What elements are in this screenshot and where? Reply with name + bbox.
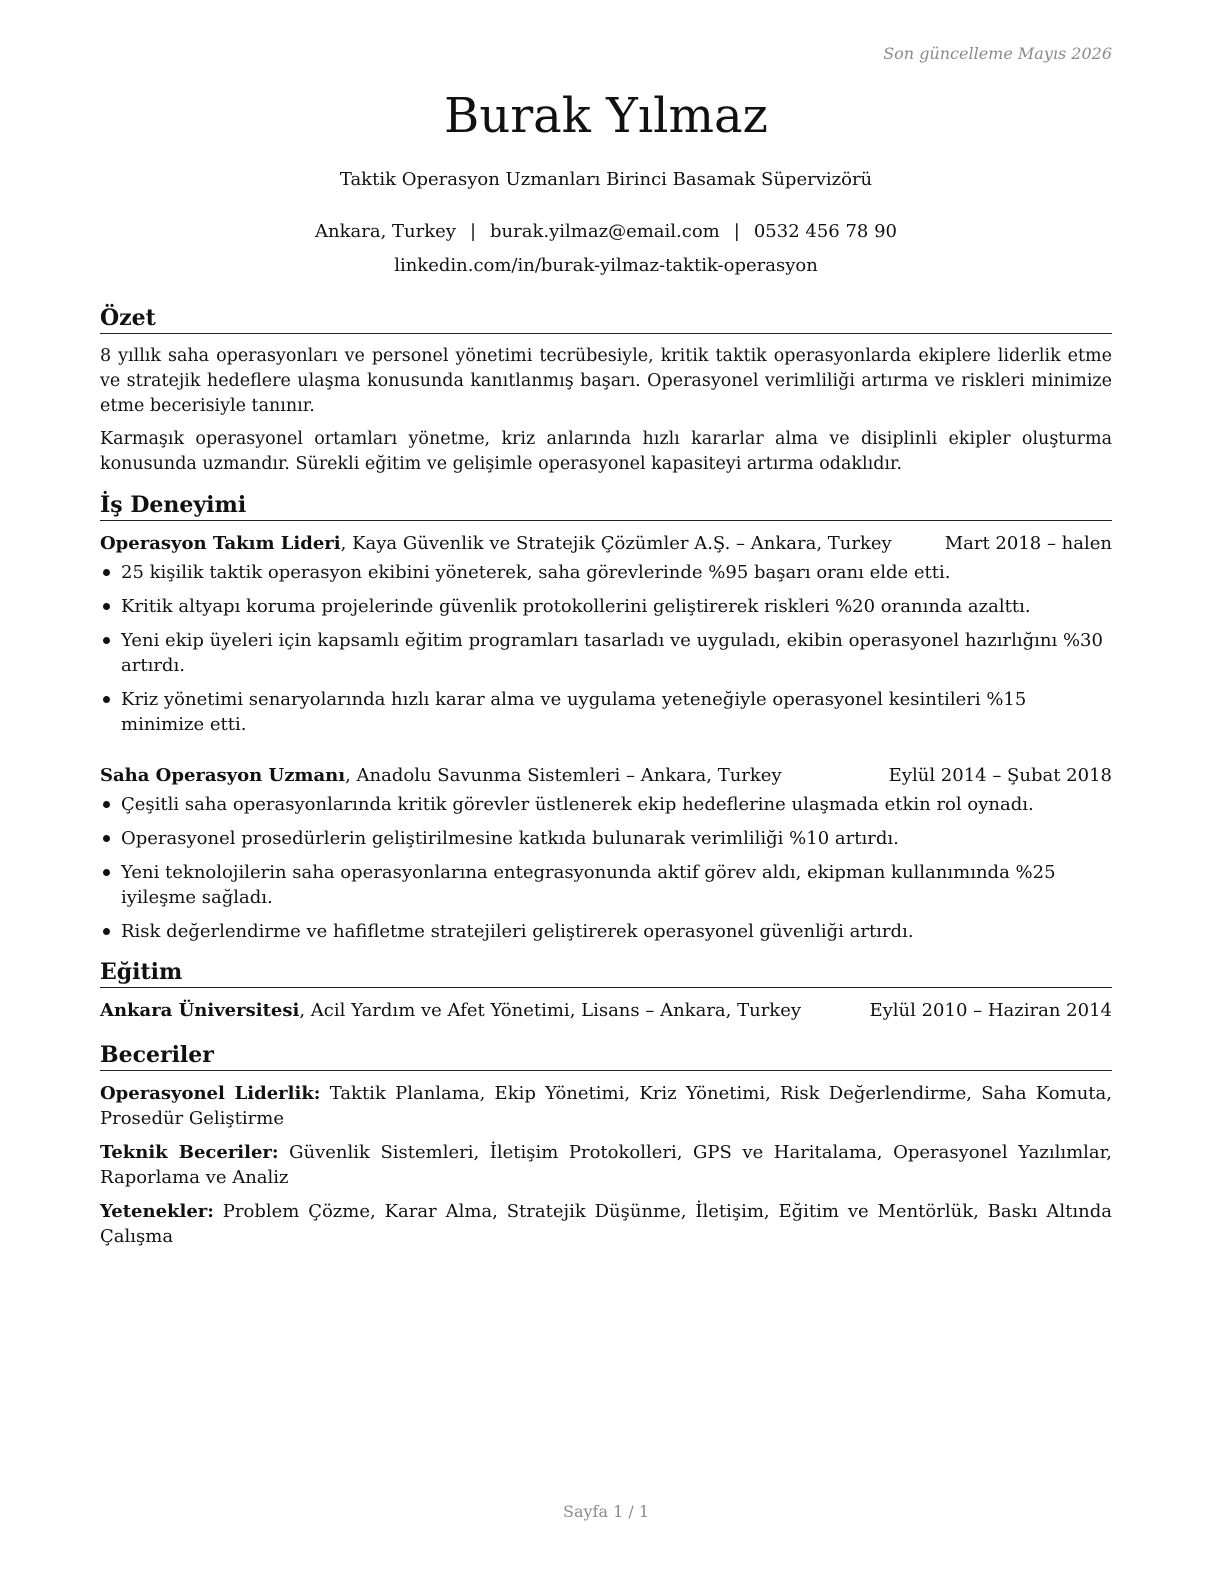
job-company: , Anadolu Savunma Sistemleri – Ankara, Turkey [345, 765, 782, 786]
contact-line [100, 220, 1112, 244]
school-name: Ankara Üniversitesi [100, 1000, 300, 1021]
section-title-skills: Beceriler [100, 1041, 1112, 1071]
section-title-education: Eğitim [100, 958, 1112, 988]
skill-group [100, 1081, 1112, 1131]
section-title-summary: Özet [100, 304, 1112, 334]
skill-group [100, 1199, 1112, 1249]
job-title: Taktik Operasyon Uzmanları Birinci Basamak Süpervizörü [339, 169, 873, 190]
job-bullets [100, 560, 1112, 737]
job-header [100, 531, 1112, 556]
job-bullet: Kritik altyapı koruma projelerinde güvenlik protokollerini geliştirerek riskleri %20 oranında azalttı. [100, 594, 1112, 619]
experience-section [100, 491, 1112, 944]
page-number: Sayfa 1 / 1 [562, 1502, 649, 1521]
resume-page [100, 0, 1112, 1584]
education-entry [100, 998, 1112, 1023]
skill-group-label: Yetenekler: [100, 1201, 214, 1222]
skill-group-items: Taktik Planlama, Ekip Yönetimi, Kriz Yönetimi, Risk Değerlendirme, Saha Komuta, Prosedür Geliştirme [100, 1083, 1112, 1129]
resume-content [100, 304, 1112, 1258]
email-link[interactable]: burak.yilmaz@email.com [490, 221, 720, 242]
linkedin-link[interactable]: linkedin.com/in/burak-yilmaz-taktik-operasyon [394, 255, 818, 276]
job-role: Operasyon Takım Lideri [100, 533, 341, 554]
location: Ankara, Turkey [315, 221, 456, 242]
job-dates: Eylül 2014 – Şubat 2018 [888, 765, 1112, 786]
job-bullet: 25 kişilik taktik operasyon ekibini yöneterek, saha görevlerinde %95 başarı oranı elde etti. [100, 560, 1112, 585]
phone: 0532 456 78 90 [753, 221, 897, 242]
job-header [100, 763, 1112, 788]
education-section [100, 958, 1112, 1023]
job-bullet: Operasyonel prosedürlerin geliştirilmesine katkıda bulunarak verimliliği %10 artırdı. [100, 826, 1112, 851]
skill-group-items: Problem Çözme, Karar Alma, Stratejik Düşünme, İletişim, Eğitim ve Mentörlük, Baskı Altında Çalışma [100, 1201, 1112, 1247]
skills-section [100, 1041, 1112, 1249]
skill-group [100, 1140, 1112, 1190]
skill-group-items: Güvenlik Sistemleri, İletişim Protokolleri, GPS ve Haritalama, Operasyonel Yazılımlar, Raporlama ve Analiz [100, 1142, 1113, 1188]
section-title-experience: İş Deneyimi [100, 491, 1112, 521]
job-bullet: Yeni ekip üyeleri için kapsamlı eğitim programları tasarladı ve uyguladı, ekibin operasyonel hazırlığını %30 artırdı. [100, 628, 1112, 678]
skill-group-label: Teknik Beceriler: [100, 1142, 279, 1163]
education-details: , Acil Yardım ve Afet Yönetimi, Lisans – Ankara, Turkey [299, 1000, 802, 1021]
job-bullets [100, 792, 1112, 944]
last-updated: Son güncelleme Mayıs 2026 [883, 44, 1112, 63]
candidate-name: Burak Yılmaz [444, 88, 768, 144]
summary-section [100, 304, 1112, 477]
education-dates: Eylül 2010 – Haziran 2014 [869, 1000, 1112, 1021]
job-entry [100, 763, 1112, 944]
job-bullet: Yeni teknolojilerin saha operasyonlarına entegrasyonunda aktif görev aldı, ekipman kullanımında %25 iyileşme sağladı. [100, 860, 1112, 910]
job-bullet: Kriz yönetimi senaryolarında hızlı karar alma ve uygulama yeteneğiyle operasyonel kesintileri %15 minimize etti. [100, 687, 1112, 737]
skill-group-label: Operasyonel Liderlik: [100, 1083, 321, 1104]
job-role: Saha Operasyon Uzmanı [100, 765, 346, 786]
job-bullet: Çeşitli saha operasyonlarında kritik görevler üstlenerek ekip hedeflerine ulaşmada etkin rol oynadı. [100, 792, 1112, 817]
separator: | [733, 221, 740, 242]
job-company: , Kaya Güvenlik ve Stratejik Çözümler A.Ş. – Ankara, Turkey [340, 533, 892, 554]
job-bullet: Risk değerlendirme ve hafifletme stratejileri geliştirerek operasyonel güvenliği artırdı. [100, 919, 1112, 944]
job-dates: Mart 2018 – halen [944, 533, 1112, 554]
separator: | [469, 221, 477, 242]
summary-paragraph: Karmaşık operasyonel ortamları yönetme, kriz anlarında hızlı kararlar alma ve disiplinli ekipler oluşturma konusunda uzmandır. Sürekli eğitim ve gelişimle operasyonel kapasiteyi artırma odaklıdır. [100, 429, 1112, 474]
job-entry [100, 531, 1112, 737]
summary-paragraph: 8 yıllık saha operasyonları ve personel yönetimi tecrübesiyle, kritik taktik operasyonlarda ekiplere liderlik etme ve stratejik hedeflere ulaşma konusunda kanıtlanmış başarı. Operasyonel verimliliği artırma ve riskleri minimize etme becerisiyle tanınır. [100, 346, 1112, 416]
